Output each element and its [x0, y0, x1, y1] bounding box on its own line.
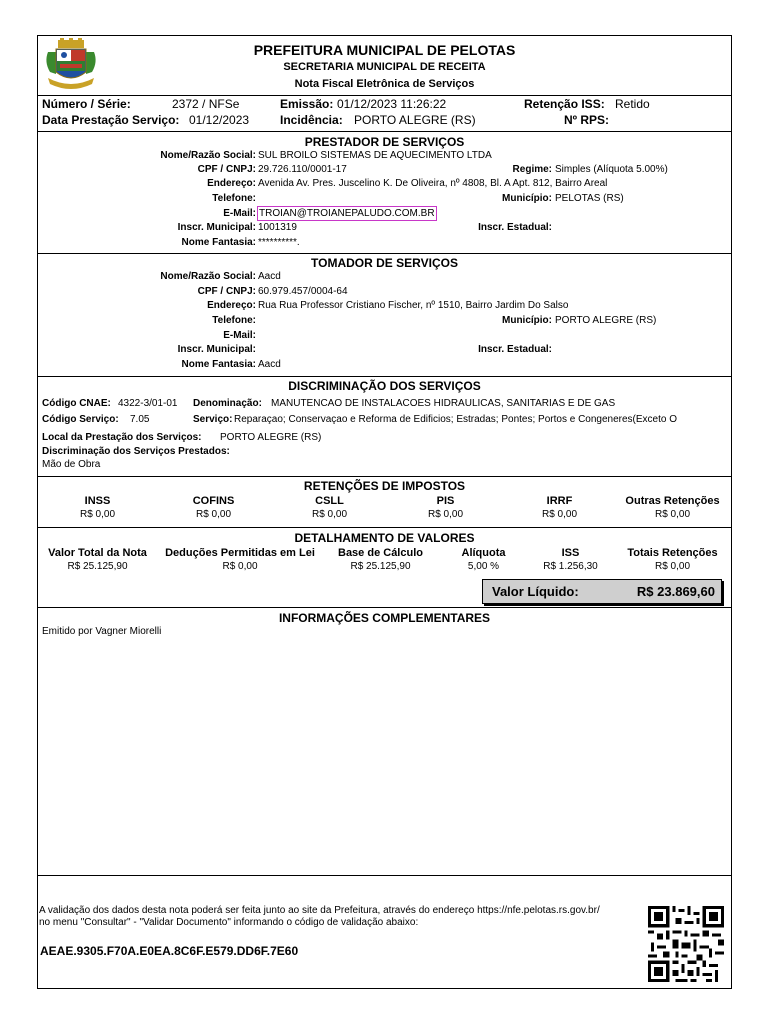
codigo-servico-label: Código Serviço:	[42, 414, 119, 425]
tomador-telefone-label: Telefone:	[212, 315, 256, 326]
data-prestacao-label: Data Prestação Serviço:	[42, 113, 180, 127]
emissao-value: 01/12/2023 11:26:22	[337, 97, 447, 111]
prestador-nome: SUL BROILO SISTEMAS DE AQUECIMENTO LTDA	[258, 150, 492, 161]
totais-retencoes-value: R$ 0,00	[654, 561, 691, 572]
numero-value: 2372 / NFSe	[172, 97, 240, 111]
tomador-cnpj-label: CPF / CNPJ:	[197, 286, 256, 297]
retencao-pis	[389, 495, 502, 520]
servicos-section-title: DISCRIMINAÇÃO DOS SERVIÇOS	[288, 379, 481, 393]
retencao-irrf-value: R$ 0,00	[541, 509, 578, 520]
servico-value: Reparaçao; Conservaçao e Reforma de Edificios; Estradas; Pontes; Portos e Congeneres(Exceto O	[234, 414, 678, 425]
prestador-cnpj-label: CPF / CNPJ:	[197, 164, 256, 175]
prestador-fantasia: **********.	[258, 237, 300, 248]
tomador-endereco-label: Endereço:	[207, 300, 256, 311]
valor-total	[41, 547, 154, 572]
retencao-cofins-value: R$ 0,00	[195, 509, 232, 520]
retencao-outras-value: R$ 0,00	[654, 509, 691, 520]
deducoes-value: R$ 0,00	[222, 561, 258, 572]
deducoes-label: Deduções Permitidas em Lei	[165, 547, 315, 559]
retencao-inss-value: R$ 0,00	[79, 509, 116, 520]
prestador-inscr-est-label: Inscr. Estadual:	[478, 222, 552, 233]
totais-retencoes-label: Totais Retenções	[627, 547, 718, 559]
valor-liquido-label: Valor Líquido:	[492, 584, 579, 599]
validation-text-line2: no menu "Consultar" - "Validar Documento" informando o código de validação abaixo:	[39, 917, 419, 928]
cnae-value: 4322-3/01-01	[118, 398, 178, 409]
tomador-inscr-mun-label: Inscr. Municipal:	[177, 344, 256, 355]
tomador-fantasia: Aacd	[258, 359, 281, 370]
prestador-regime-label: Regime:	[512, 164, 552, 175]
prestador-nome-label: Nome/Razão Social:	[160, 150, 256, 161]
retencao-csll-label: CSLL	[315, 495, 344, 507]
tomador-cnpj: 60.979.457/0004-64	[258, 286, 348, 297]
cnae-label: Código CNAE:	[42, 398, 111, 409]
tomador-email-label: E-Mail:	[223, 330, 256, 341]
tomador-endereco: Rua Rua Professor Cristiano Fischer, nº 1510, Bairro Jardim Do Salso	[258, 300, 569, 311]
complementares-section-title: INFORMAÇÕES COMPLEMENTARES	[278, 611, 491, 625]
prestador-inscr-mun: 1001319	[258, 222, 297, 233]
complementares-text: Emitido por Vagner Miorelli	[42, 626, 162, 637]
prestador-endereco: Avenida Av. Pres. Juscelino K. De Oliveira, nº 4808, Bl. A Apt. 812, Bairro Areal	[258, 178, 608, 189]
totais-retencoes	[616, 547, 729, 572]
aliquota-value: 5,00 %	[467, 561, 500, 572]
local-prestacao-label: Local da Prestação dos Serviços:	[42, 432, 202, 443]
aliquota-label: Alíquota	[461, 547, 506, 559]
retencao-pis-value: R$ 0,00	[427, 509, 464, 520]
denominacao-label: Denominação:	[193, 398, 262, 409]
incidencia-value: PORTO ALEGRE (RS)	[354, 113, 476, 127]
document-type: Nota Fiscal Eletrônica de Serviços	[294, 78, 475, 90]
iss-label: ISS	[561, 547, 580, 559]
secretaria-subtitle: SECRETARIA MUNICIPAL DE RECEITA	[283, 61, 486, 73]
prestador-municipio-label: Município:	[502, 193, 552, 204]
local-prestacao-value: PORTO ALEGRE (RS)	[220, 432, 322, 443]
nfse-document	[37, 35, 732, 989]
prestador-municipio: PELOTAS (RS)	[555, 193, 624, 204]
tomador-inscr-est-label: Inscr. Estadual:	[478, 344, 552, 355]
base-calculo-label: Base de Cálculo	[338, 547, 423, 559]
denominacao-value: MANUTENCAO DE INSTALACOES HIDRAULICAS, SANITARIAS E DE GAS	[271, 398, 616, 409]
retencao-irrf	[503, 495, 616, 520]
emissao-label: Emissão:	[280, 97, 334, 111]
retencao-cofins	[157, 495, 270, 520]
numero-label: Número / Série:	[42, 97, 131, 111]
codigo-servico-value: 7.05	[130, 414, 150, 425]
rps-label: Nº RPS:	[564, 113, 610, 127]
retencao-csll	[273, 495, 386, 520]
tomador-nome-label: Nome/Razão Social:	[160, 271, 256, 282]
deducoes	[157, 547, 323, 572]
page-title: PREFEITURA MUNICIPAL DE PELOTAS	[253, 42, 516, 58]
retencao-pis-label: PIS	[436, 495, 455, 507]
data-prestacao-value: 01/12/2023	[189, 113, 250, 127]
retencao-inss	[41, 495, 154, 520]
prestador-section-title: PRESTADOR DE SERVIÇOS	[304, 135, 465, 149]
retencao-iss-label: Retenção ISS:	[524, 97, 605, 111]
retencao-outras-label: Outras Retenções	[625, 495, 720, 507]
qr-code-icon	[648, 906, 724, 982]
iss	[514, 547, 627, 572]
validation-code: AEAE.9305.F70A.E0EA.8C6F.E579.DD6F.7E60	[40, 944, 299, 958]
retencao-inss-label: INSS	[84, 495, 111, 507]
prestador-endereco-label: Endereço:	[207, 178, 256, 189]
valor-liquido-box	[482, 579, 722, 604]
tomador-fantasia-label: Nome Fantasia:	[181, 359, 256, 370]
incidencia-label: Incidência:	[280, 113, 343, 127]
tomador-municipio: PORTO ALEGRE (RS)	[555, 315, 657, 326]
prestador-fantasia-label: Nome Fantasia:	[181, 237, 256, 248]
tomador-nome: Aacd	[258, 271, 281, 282]
valor-total-label: Valor Total da Nota	[48, 547, 147, 559]
prestador-telefone-label: Telefone:	[212, 193, 256, 204]
tomador-municipio-label: Município:	[502, 315, 552, 326]
retencao-cofins-label: COFINS	[192, 495, 235, 507]
tomador-section-title: TOMADOR DE SERVIÇOS	[311, 256, 458, 270]
retencao-csll-value: R$ 0,00	[311, 509, 348, 520]
prestador-cnpj: 29.726.110/0001-17	[258, 164, 347, 175]
valor-liquido-value: R$ 23.869,60	[636, 584, 715, 599]
iss-value: R$ 1.256,30	[543, 561, 598, 572]
retencao-irrf-label: IRRF	[546, 495, 573, 507]
prestador-inscr-mun-label: Inscr. Municipal:	[177, 222, 256, 233]
servico-label: Serviço:	[193, 414, 233, 425]
valores-section-title: DETALHAMENTO DE VALORES	[294, 531, 475, 545]
discriminacao-value: Mão de Obra	[42, 459, 101, 470]
retencoes-section-title: RETENÇÕES DE IMPOSTOS	[303, 479, 466, 493]
validation-text-line1: A validação dos dados desta nota poderá ser feita junto ao site da Prefeitura, através do endereço https://nfe.pelotas.rs.gov.br/	[39, 905, 600, 916]
discriminacao-label: Discriminação dos Serviços Prestados:	[42, 446, 230, 457]
base-calculo-value: R$ 25.125,90	[350, 561, 411, 572]
retencao-outras	[616, 495, 729, 520]
base-calculo	[324, 547, 437, 572]
valor-total-value: R$ 25.125,90	[67, 561, 128, 572]
prestador-email-label: E-Mail:	[223, 208, 256, 219]
prestador-email-link[interactable]: TROIAN@TROIANEPALUDO.COM.BR	[259, 208, 435, 219]
prestador-regime: Simples (Alíquota 5.00%)	[555, 164, 668, 175]
retencao-iss-value: Retido	[615, 97, 650, 111]
